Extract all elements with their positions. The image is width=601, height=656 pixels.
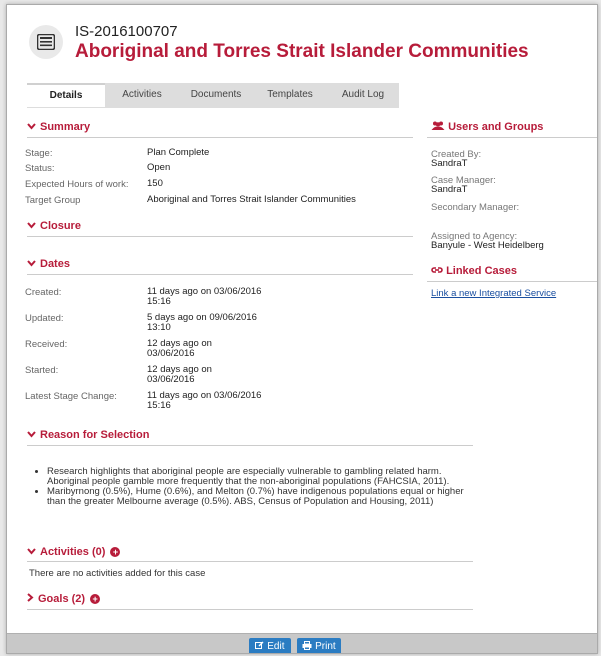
chevron-down-icon [27, 546, 36, 558]
summary-heading-label: Summary [40, 121, 91, 133]
tab-templates[interactable]: Templates [267, 89, 313, 100]
activities-heading-label: Activities (0) [40, 546, 106, 558]
reason-heading-label: Reason for Selection [40, 429, 150, 441]
chevron-down-icon [27, 429, 36, 441]
case-manager-label: Case Manager: [431, 175, 496, 186]
created-value-time: 15:16 [147, 296, 171, 307]
created-by-label: Created By: [431, 149, 482, 160]
link-new-integrated-service[interactable]: Link a new Integrated Service [431, 288, 557, 299]
status-value: Open [147, 162, 171, 173]
case-window [6, 4, 598, 654]
print-button[interactable] [297, 638, 341, 654]
goals-heading-label: Goals (2) [38, 593, 86, 605]
closure-heading-label: Closure [40, 220, 81, 232]
linked-cases-heading-label: Linked Cases [446, 265, 517, 277]
received-value-line2: 03/06/2016 [147, 348, 195, 359]
started-value-line2: 03/06/2016 [147, 374, 195, 385]
tab-documents[interactable]: Documents [190, 89, 242, 100]
chevron-down-icon [27, 220, 36, 232]
closure-heading[interactable] [27, 220, 81, 232]
tab-underline [27, 107, 399, 108]
add-activity-icon[interactable]: + [110, 547, 120, 557]
divider [27, 445, 473, 446]
activities-empty-text: There are no activities added for this case [29, 568, 206, 579]
updated-value-date: 5 days ago on 09/06/2016 [147, 312, 257, 323]
dates-heading-label: Dates [40, 258, 70, 270]
expected-hours-label: Expected Hours of work: [25, 179, 129, 190]
updated-value-time: 13:10 [147, 322, 171, 333]
chevron-down-icon [27, 258, 36, 270]
started-value-line1: 12 days ago on [147, 364, 212, 375]
users-icon [431, 121, 448, 133]
edit-button[interactable] [249, 638, 291, 654]
print-button-label: Print [315, 641, 336, 652]
dates-heading[interactable] [27, 258, 70, 270]
divider [427, 281, 598, 282]
created-label: Created: [25, 287, 62, 298]
received-value-line1: 12 days ago on [147, 338, 212, 349]
stage-value: Plan Complete [147, 147, 210, 158]
tab-bar [27, 83, 399, 107]
reason-list [47, 467, 477, 507]
latest-stage-change-time: 15:16 [147, 400, 171, 411]
edit-icon [255, 641, 267, 652]
list-item: • Research highlights that aboriginal people are especially vulnerable to gambling related harm. Aboriginal people gamble more frequently that the non-aboriginal populations (FAHCSIA, 2011). [47, 467, 477, 487]
linked-cases-heading [431, 265, 517, 277]
divider [27, 274, 413, 275]
case-header [29, 19, 589, 69]
edit-button-label: Edit [267, 641, 285, 652]
stage-label: Stage: [25, 148, 53, 159]
goals-heading[interactable] [27, 593, 100, 605]
status-label: Status: [25, 163, 55, 174]
list-item: • Maribyrnong (0.5%), Hume (0.6%), and Melton (0.7%) have indigenous populations equal or higher than the greater Melbourne average (0.5%). ABS, Census of Population and Housing, 2011) [47, 487, 477, 507]
agency-value: Banyule - West Heidelberg [431, 240, 544, 251]
expected-hours-value: 150 [147, 178, 163, 189]
tab-activities[interactable]: Activities [122, 89, 162, 100]
divider [27, 236, 413, 237]
page-title: Aboriginal and Torres Strait Islander Communities [75, 41, 529, 62]
reason-heading[interactable] [27, 429, 149, 441]
divider [427, 137, 598, 138]
summary-heading[interactable] [27, 121, 90, 133]
chevron-down-icon [27, 121, 36, 133]
divider [27, 137, 413, 138]
case-list-icon [29, 25, 63, 59]
received-label: Received: [25, 339, 68, 350]
created-value-date: 11 days ago on 03/06/2016 [147, 286, 262, 297]
chevron-right-icon [27, 593, 34, 605]
tab-audit-log[interactable]: Audit Log [341, 89, 385, 100]
updated-label: Updated: [25, 313, 64, 324]
activities-heading[interactable] [27, 546, 120, 558]
target-group-value: Aboriginal and Torres Strait Islander Communities [147, 194, 356, 205]
created-by-value: SandraT [431, 158, 468, 169]
divider [27, 609, 473, 610]
users-groups-heading [431, 121, 543, 133]
latest-stage-change-date: 11 days ago on 03/06/2016 [147, 390, 262, 401]
target-group-label: Target Group [25, 195, 81, 206]
users-groups-heading-label: Users and Groups [448, 121, 544, 133]
divider [27, 561, 473, 562]
add-goal-icon[interactable]: + [90, 594, 100, 604]
case-manager-value: SandraT [431, 184, 468, 195]
latest-stage-change-label: Latest Stage Change: [25, 391, 117, 402]
agency-label: Assigned to Agency: [431, 231, 518, 242]
tab-details[interactable]: Details [27, 83, 105, 107]
case-id: IS-2016100707 [75, 23, 178, 40]
print-icon [302, 641, 315, 652]
link-icon [431, 265, 446, 277]
started-label: Started: [25, 365, 59, 376]
footer-bar [7, 633, 598, 654]
secondary-manager-label: Secondary Manager: [431, 202, 520, 213]
